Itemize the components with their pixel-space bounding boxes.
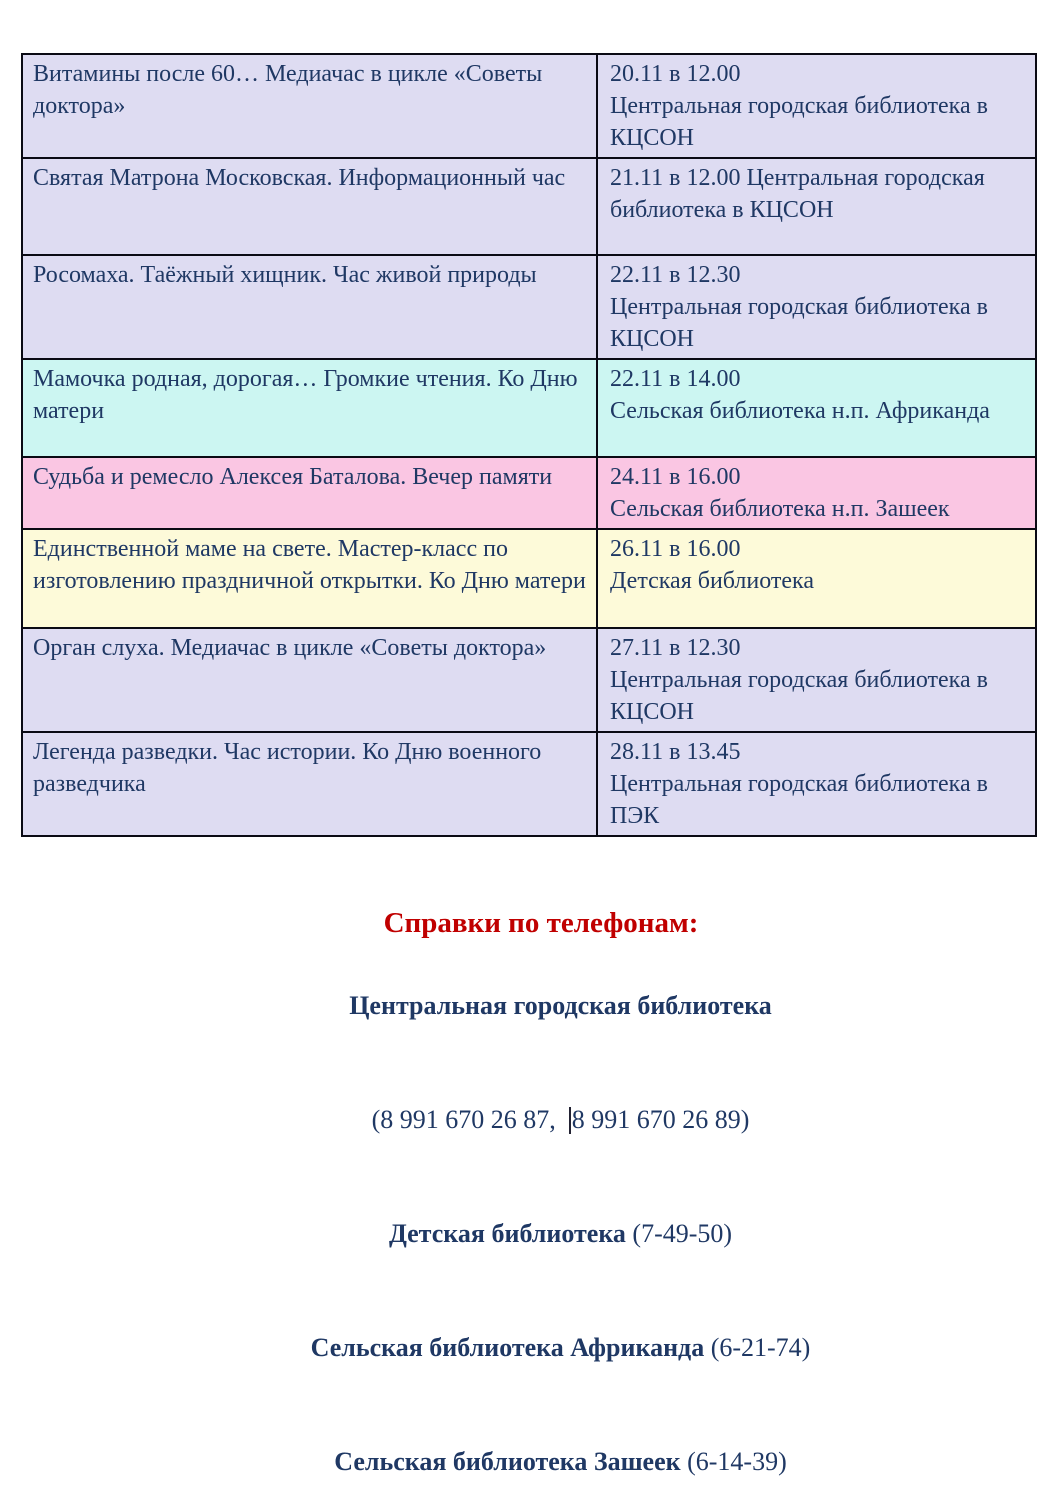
table-row — [22, 54, 1036, 158]
central-library-phones-part1: (8 991 670 26 87, — [371, 1105, 569, 1134]
table-row — [22, 529, 1036, 628]
event-title-cell: Святая Матрона Московская. Информационный час — [22, 158, 597, 255]
central-library-name: Центральная городская библиотека — [349, 991, 772, 1020]
zasheek-library-name: Сельская библиотека Зашеек — [334, 1447, 681, 1476]
event-title-cell: Орган слуха. Медиачас в цикле «Советы доктора» — [22, 628, 597, 732]
table-row — [22, 158, 1036, 255]
event-title-cell: Росомаха. Таёжный хищник. Час живой природы — [22, 255, 597, 359]
children-library-name: Детская библиотека — [388, 1219, 626, 1248]
children-library-line — [58, 1184, 1024, 1283]
event-schedule-cell: 26.11 в 16.00 Детская библиотека — [597, 529, 1036, 628]
afrikanda-library-line — [58, 1298, 1024, 1397]
event-title-cell: Судьба и ремесло Алексея Баталова. Вечер памяти — [22, 457, 597, 529]
table-row — [22, 457, 1036, 529]
phone-info-heading: Справки по телефонам: — [383, 907, 699, 939]
event-schedule-cell: 21.11 в 12.00 Центральная городская библиотека в КЦСОН — [597, 158, 1036, 255]
central-library-phones-line — [58, 1070, 1024, 1169]
event-schedule-cell: 27.11 в 12.30 Центральная городская библиотека в КЦСОН — [597, 628, 1036, 732]
central-library-name-line — [58, 956, 1024, 1055]
children-library-phone: (7-49-50) — [625, 1219, 733, 1248]
event-schedule-cell: 22.11 в 14.00 Сельская библиотека н.п. Африканда — [597, 359, 1036, 457]
table-row — [22, 255, 1036, 359]
document-page — [0, 53, 1024, 1476]
afrikanda-library-name: Сельская библиотека Африканда — [310, 1333, 705, 1362]
phone-info-section — [0, 905, 1024, 1511]
event-title-cell: Легенда разведки. Час истории. Ко Дню военного разведчика — [22, 732, 597, 836]
zasheek-library-line — [58, 1412, 1024, 1511]
event-title-cell: Единственной маме на свете. Мастер-класс по изготовлению праздничной открытки. Ко Дню матери — [22, 529, 597, 628]
zasheek-library-phone: (6-14-39) — [680, 1447, 787, 1476]
event-schedule-cell: 24.11 в 16.00 Сельская библиотека н.п. Зашеек — [597, 457, 1036, 529]
text-cursor — [569, 1107, 571, 1134]
table-row — [22, 628, 1036, 732]
afrikanda-library-phone: (6-21-74) — [704, 1333, 811, 1362]
central-library-phones-part2: 8 991 670 26 89) — [571, 1105, 750, 1134]
events-table — [21, 53, 1037, 837]
table-row — [22, 732, 1036, 836]
event-schedule-cell: 20.11 в 12.00 Центральная городская библиотека в КЦСОН — [597, 54, 1036, 158]
event-schedule-cell: 22.11 в 12.30 Центральная городская библиотека в КЦСОН — [597, 255, 1036, 359]
event-title-cell: Мамочка родная, дорогая… Громкие чтения. Ко Дню матери — [22, 359, 597, 457]
event-schedule-cell: 28.11 в 13.45 Центральная городская библиотека в ПЭК — [597, 732, 1036, 836]
table-row — [22, 359, 1036, 457]
event-title-cell: Витамины после 60… Медиачас в цикле «Советы доктора» — [22, 54, 597, 158]
